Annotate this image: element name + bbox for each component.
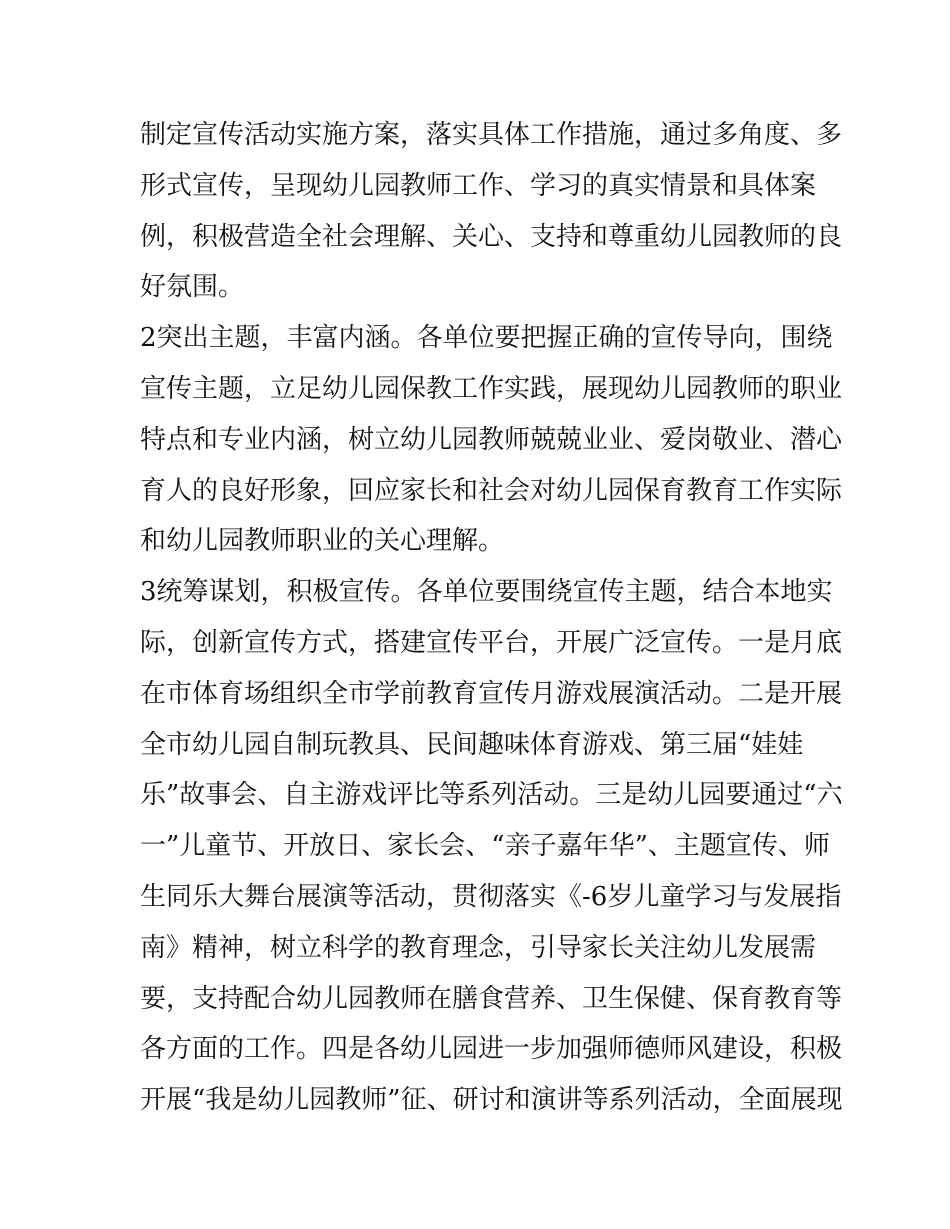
text-line-9: 和幼儿园教师职业的关心理解。	[140, 526, 505, 557]
text-line-11: 际，创新宣传方式，搭建宣传平台，开展广泛宣传。一是月底	[140, 627, 843, 658]
text-line-18: 要，支持配合幼儿园教师在膳食营养、卫生保健、保育教育等	[140, 983, 843, 1014]
text-line-19: 各方面的工作。四是各幼儿园进一步加强师德师风建设，积极	[140, 1034, 843, 1065]
text-line-17: 南》精神，树立科学的教育理念，引导家长关注幼儿发展需	[140, 932, 817, 963]
text-line-16: 生同乐大舞台展演等活动，贯彻落实《-6岁儿童学习与发展指	[140, 881, 842, 912]
text-line-12: 在市体育场组织全市学前教育宣传月游戏展演活动。二是开展	[140, 678, 843, 709]
text-line-13: 全市幼儿园自制玩教具、民间趣味体育游戏、第三届“娃娃	[140, 729, 804, 760]
text-line-7: 特点和专业内涵，树立幼儿园教师兢兢业业、爱岗敬业、潜心	[140, 424, 843, 455]
text-line-4: 好氛围。	[140, 272, 245, 303]
text-line-10: 3统筹谋划，积极宣传。各单位要围绕宣传主题，结合本地实	[140, 577, 833, 608]
text-line-14: 乐”故事会、自主游戏评比等系列活动。三是幼儿园要通过“六	[140, 780, 843, 811]
text-line-6: 宣传主题，立足幼儿园保教工作实践，展现幼儿园教师的职业	[140, 373, 843, 404]
text-line-5: 2突出主题，丰富内涵。各单位要把握正确的宣传导向，围绕	[140, 323, 833, 354]
text-line-8: 育人的良好形象，回应家长和社会对幼儿园保育教育工作实际	[140, 475, 843, 506]
text-line-20: 开展“我是幼儿园教师”征、研讨和演讲等系列活动，全面展现	[140, 1085, 843, 1116]
text-line-3: 例，积极营造全社会理解、关心、支持和尊重幼儿园教师的良	[140, 221, 843, 252]
text-line-15: 一”儿童节、开放日、家长会、“亲子嘉年华”、主题宣传、师	[140, 831, 830, 862]
text-line-1: 制定宣传活动实施方案，落实具体工作措施，通过多角度、多	[140, 120, 843, 150]
document-body	[140, 110, 843, 1126]
text-line-2: 形式宣传，呈现幼儿园教师工作、学习的真实情景和具体案	[140, 170, 817, 201]
